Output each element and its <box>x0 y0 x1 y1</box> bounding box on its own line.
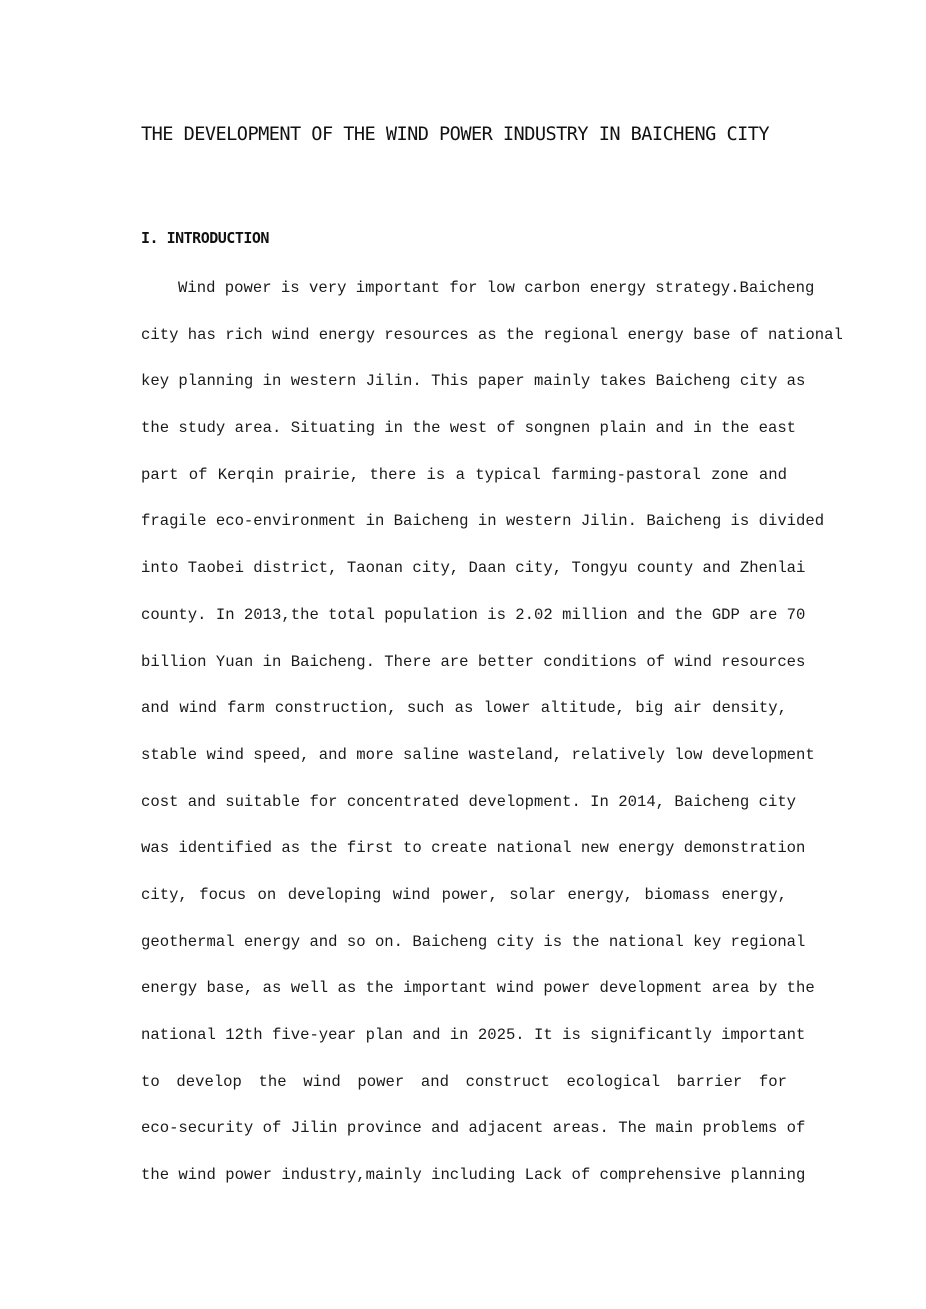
section-heading: I. INTRODUCTION <box>141 229 269 247</box>
paragraph-line: part of Kerqin prairie, there is a typical farming-pastoral zone and <box>141 465 787 484</box>
paragraph-line: Wind power is very important for low carbon energy strategy.Baicheng <box>178 279 815 297</box>
body-paragraph <box>141 275 843 1209</box>
paragraph-line: cost and suitable for concentrated development. In 2014, Baicheng city <box>141 792 797 811</box>
paragraph-line: eco-security of Jilin province and adjacent areas. The main problems of <box>141 1119 806 1138</box>
document-title: THE DEVELOPMENT OF THE WIND POWER INDUSTRY IN BAICHENG CITY <box>141 124 770 145</box>
paragraph-line: key planning in western Jilin. This paper mainly takes Baicheng city as <box>141 372 806 391</box>
paragraph-line: into Taobei district, Taonan city, Daan city, Tongyu county and Zhenlai <box>141 559 806 578</box>
paragraph-line: stable wind speed, and more saline wasteland, relatively low development <box>141 745 815 764</box>
paragraph-line: fragile eco-environment in Baicheng in western Jilin. Baicheng is divided <box>141 512 825 531</box>
paragraph-line: and wind farm construction, such as lower altitude, big air density, <box>141 699 787 718</box>
paragraph-line: was identified as the first to create national new energy demonstration <box>141 839 806 858</box>
paragraph-line: city has rich wind energy resources as the regional energy base of national <box>141 325 843 344</box>
paragraph-line: energy base, as well as the important wind power development area by the <box>141 979 815 998</box>
paragraph-line: geothermal energy and so on. Baicheng city is the national key regional <box>141 932 806 951</box>
paragraph-line: city, focus on developing wind power, solar energy, biomass energy, <box>141 885 787 904</box>
paragraph-line: the wind power industry,mainly including Lack of comprehensive planning <box>141 1166 806 1185</box>
paragraph-line: national 12th five-year plan and in 2025. It is significantly important <box>141 1026 806 1044</box>
paragraph-line: the study area. Situating in the west of songnen plain and in the east <box>141 419 797 438</box>
paragraph-line: billion Yuan in Baicheng. There are better conditions of wind resources <box>141 652 806 671</box>
paragraph-line: county. In 2013,the total population is 2.02 million and the GDP are 70 <box>141 605 806 624</box>
paragraph-line: to develop the wind power and construct ecological barrier for <box>141 1072 787 1091</box>
